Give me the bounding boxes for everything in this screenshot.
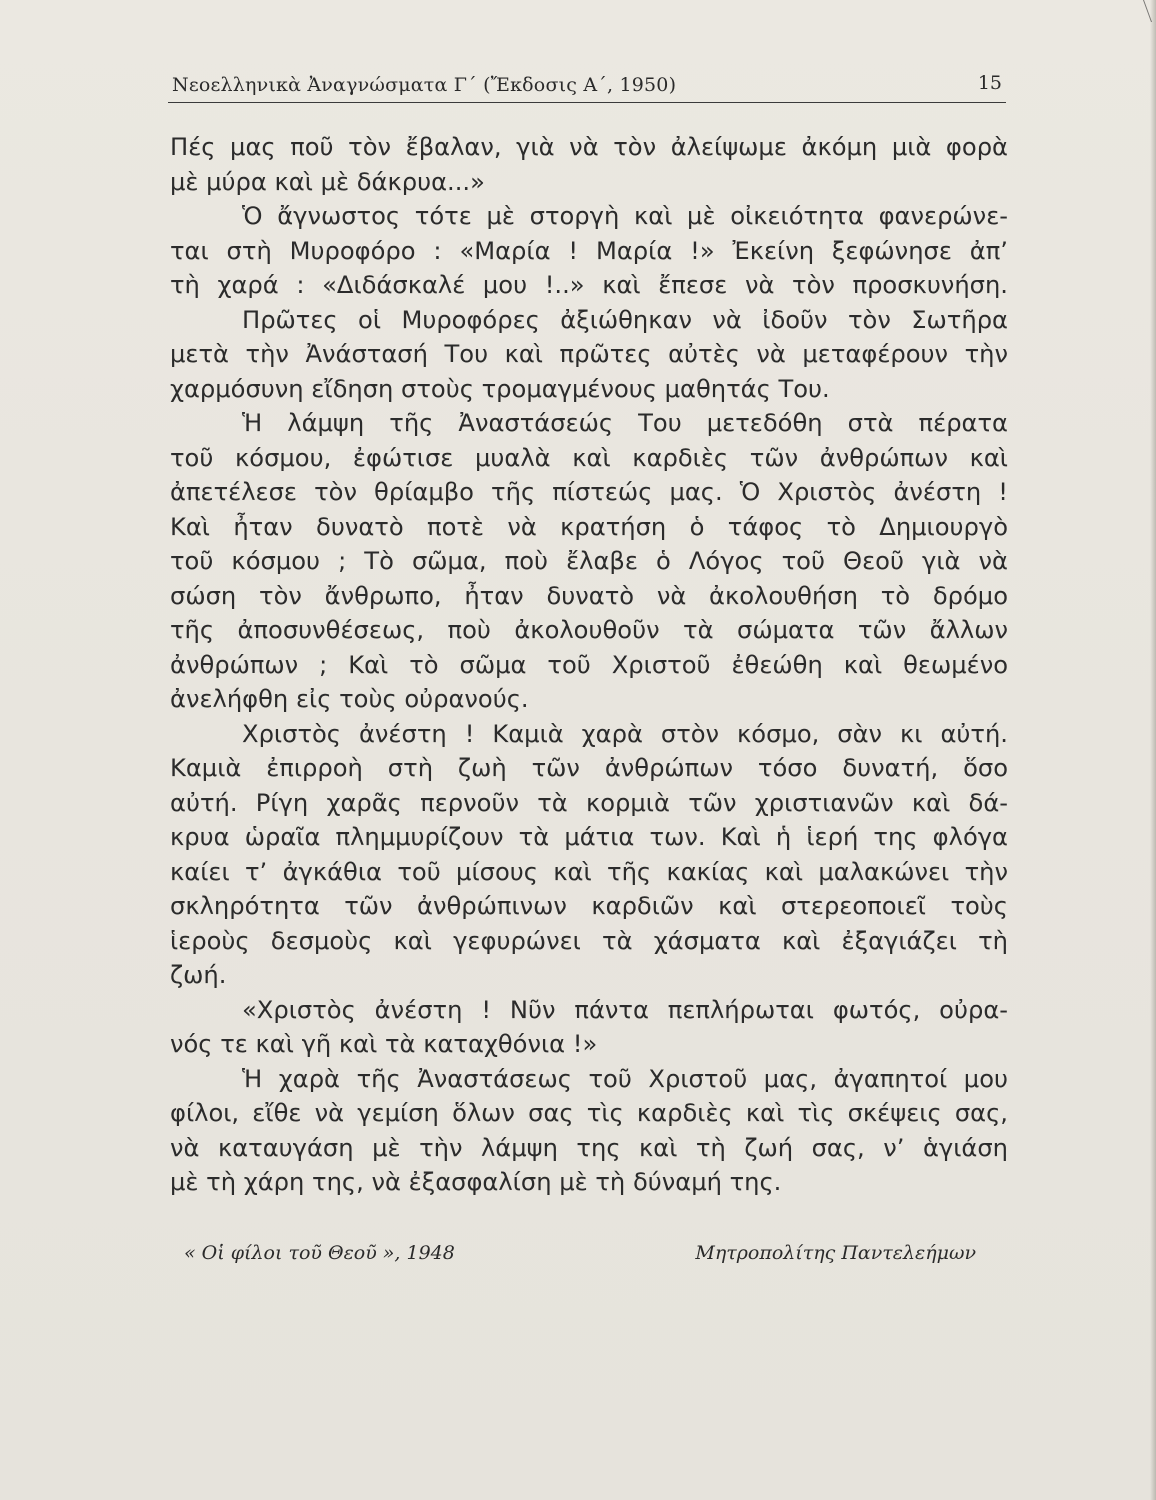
text-line: «Χριστὸς ἀνέστη ! Νῦν πάντα πεπλήρωται φωτός, οὐρα- (242, 995, 1008, 1024)
text-line: τῆς ἀποσυνθέσεως, ποὺ ἀκολουθοῦν τὰ σώματα τῶν ἄλλων (170, 616, 1008, 644)
text-line: Χριστὸς ἀνέστη ! Καμιὰ χαρὰ στὸν κόσμο, σὰν κι αὐτή. (242, 719, 1008, 748)
text-line: ἀνθρώπων ; Καὶ τὸ σῶμα τοῦ Χριστοῦ ἐθεώθη καὶ θεωμένο (170, 650, 1008, 679)
text-line: σκληρότητα τῶν ἀνθρώπινων καρδιῶν καὶ στερεοποιεῖ τοὺς (170, 892, 1008, 920)
text-line: Καμιὰ ἐπιρροὴ στὴ ζωὴ τῶν ἀνθρώπων τόσο δυνατή, ὅσο (170, 754, 1008, 782)
text-line: μὲ τὴ χάρη της, νὰ ἐξασφαλίση μὲ τὴ δύναμή της. (170, 1168, 782, 1196)
text-line: Ἡ λάμψη τῆς Ἀναστάσεώς Του μετεδόθη στὰ πέρατα (242, 409, 1008, 437)
text-line: Ὁ ἄγνωστος τότε μὲ στοργὴ καὶ μὲ οἰκειότητα φανερώνε- (242, 202, 1008, 230)
text-line: Ἡ χαρὰ τῆς Ἀναστάσεως τοῦ Χριστοῦ μας, ἀγαπητοί μου (242, 1064, 1008, 1093)
text-line: νός τε καὶ γῆ καὶ τὰ καταχθόνια !» (170, 1030, 598, 1058)
body-text (170, 130, 1008, 1200)
attribution-footer (184, 1242, 984, 1272)
source-citation: « Οἱ φίλοι τοῦ Θεοῦ », 1948 (184, 1242, 455, 1264)
text-line: Πές μας ποῦ τὸν ἔβαλαν, γιὰ νὰ τὸν ἀλείψωμε ἀκόμη μιὰ φορὰ (170, 133, 1008, 161)
text-line: κρυα ὡραῖα πλημμυρίζουν τὰ μάτια των. Καὶ ἡ ἱερή της φλόγα (170, 823, 1008, 851)
page-corner-fold (1143, 0, 1156, 22)
text-line: τὴ χαρά : «Διδάσκαλέ μου !..» καὶ ἔπεσε νὰ τὸν προσκυνήση. (170, 271, 1008, 299)
text-line: Καὶ ἦταν δυνατὸ ποτὲ νὰ κρατήση ὁ τάφος τὸ Δημιουργὸ (170, 512, 1008, 541)
author-name: Μητροπολίτης Παντελεήμων (695, 1242, 976, 1264)
text-line: χαρμόσυνη εἴδηση στοὺς τρομαγμένους μαθητάς Του. (170, 374, 830, 403)
text-line: τοῦ κόσμου ; Τὸ σῶμα, ποὺ ἔλαβε ὁ Λόγος τοῦ Θεοῦ γιὰ νὰ (170, 547, 1008, 575)
header-title: Νεοελληνικὰ Ἀναγνώσματα Γ΄ (Ἔκδοσις Α΄, 1950) (172, 74, 677, 96)
text-line: μετὰ τὴν Ἀνάστασή Του καὶ πρῶτες αὐτὲς νὰ μεταφέρουν τὴν (170, 340, 1008, 368)
text-line: μὲ μύρα καὶ μὲ δάκρυα...» (170, 167, 485, 196)
text-line: τοῦ κόσμου, ἐφώτισε μυαλὰ καὶ καρδιὲς τῶν ἀνθρώπων καὶ (170, 443, 1008, 472)
text-line: ἱεροὺς δεσμοὺς καὶ γεφυρώνει τὰ χάσματα καὶ ἐξαγιάζει τὴ (170, 926, 1008, 955)
text-line: ἀνελήφθη εἰς τοὺς οὐρανούς. (170, 685, 529, 713)
text-line: φίλοι, εἴθε νὰ γεμίση ὅλων σας τὶς καρδιὲς καὶ τὶς σκέψεις σας, (170, 1099, 1008, 1127)
text-line: καίει τ’ ἀγκάθια τοῦ μίσους καὶ τῆς κακίας καὶ μαλακώνει τὴν (170, 857, 1008, 886)
text-line: ζωή. (170, 961, 227, 989)
text-line: ται στὴ Μυροφόρο : «Μαρία ! Μαρία !» Ἐκείνη ξεφώνησε ἀπ’ (170, 236, 1008, 265)
text-line: Πρῶτες οἱ Μυροφόρες ἀξιώθηκαν νὰ ἰδοῦν τὸν Σωτῆρα (242, 305, 1008, 334)
text-line: σώση τὸν ἄνθρωπο, ἦταν δυνατὸ νὰ ἀκολουθήση τὸ δρόμο (170, 581, 1008, 610)
page-edge-shadow (1150, 0, 1156, 1500)
text-line: ἀπετέλεσε τὸν θρίαμβο τῆς πίστεώς μας. Ὁ Χριστὸς ἀνέστη ! (170, 478, 1008, 506)
text-line: νὰ καταυγάση μὲ τὴν λάμψη της καὶ τὴ ζωή σας, ν’ ἁγιάση (170, 1133, 1008, 1162)
running-header (168, 68, 1006, 103)
text-line: αὐτή. Ρίγη χαρᾶς περνοῦν τὰ κορμιὰ τῶν χριστιανῶν καὶ δά- (170, 788, 1008, 817)
page-number: 15 (977, 72, 1002, 94)
